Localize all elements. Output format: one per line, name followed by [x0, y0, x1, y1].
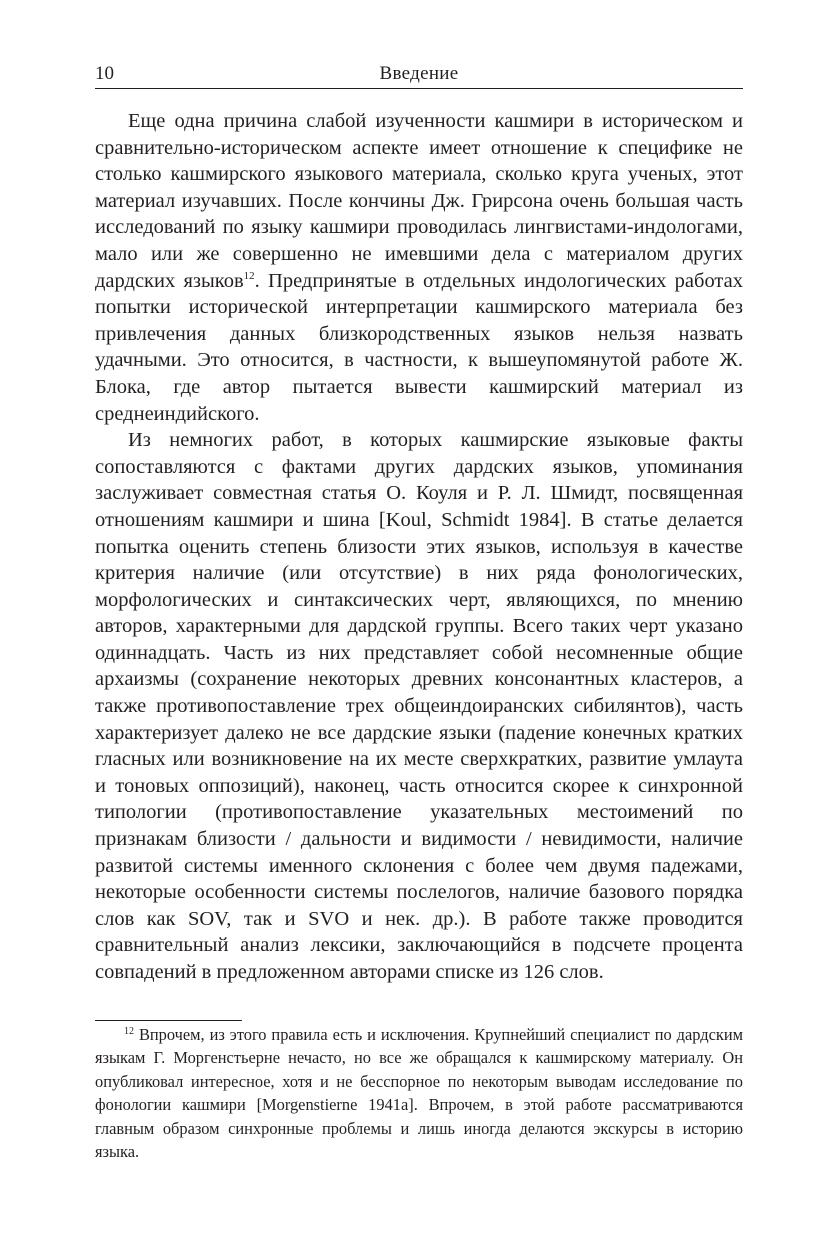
- running-header: [95, 60, 743, 89]
- paragraph-2: Из немногих работ, в которых кашмирские языковые факты сопоставляются с фактами других дардских языков, упоминания заслуживает совместная статья О. Коуля и Р. Л. Шмидт, посвященная отношениям кашмири и шина [Koul, Schmidt 1984]. В статье делается попытка оценить степень близости этих языков, используя в качестве критерия наличие (или отсутствие) в них ряда фонологических, морфологических и синтаксических черт, являющихся, по мнению авторов, характерными для дардской группы. Всего таких черт указано одиннадцать. Часть из них представляет собой несомненные общие архаизмы (сохранение некоторых древних консонантных кластеров, а также противопоставление трех общеиндоиранских сибилянтов), часть характеризует далеко не все дардские языки (падение конечных кратких гласных или возникновение на их месте сверхкратких, развитие умлаута и тоновых оппозиций), наконец, часть относится скорее к синхронной типологии (противопоставление указательных местоимений по признакам близости / дальности и видимости / невидимости, наличие развитой системы именного склонения с более чем двумя падежами, некоторые особенности системы послелогов, наличие базового порядка слов как SOV, так и SVO и нек. др.). В работе также проводится сравнительный анализ лексики, заключающийся в подсчете процента совпадений в предложенном авторами списке из 126 слов.: [95, 429, 743, 983]
- footnote-marker: 12: [124, 1026, 134, 1037]
- footnote-divider: [95, 1020, 242, 1021]
- footnote-reference[interactable]: 12: [243, 269, 255, 282]
- paragraph-1-text-start: Еще одна причина слабой изученности кашмири в историческом и сравнительно-историческом аспекте имеет отношение к специфике не столько кашмирского языкового материала, сколько круга ученых, этот материал изучавших. После кончины Дж. Грирсона очень большая часть исследований по языку кашмири проводилась лингвистами-индологами, мало или же совершенно не имевшими дела с материалом других дардских языков: [95, 110, 743, 292]
- paragraph-1-text-end: . Предпринятые в отдельных индологических работах попытки исторической интерпретации кашмирского материала без привлечения данных близкородственных языков нельзя назвать удачными. Это относится, в частности, к вышеупомянутой работе Ж. Блока, где автор пытается вывести кашмирский материал из среднеиндийского.: [95, 269, 743, 425]
- main-text: [95, 108, 743, 986]
- running-title: Введение: [379, 63, 459, 84]
- footnote-text: Впрочем, из этого правила есть и исключения. Крупнейший специалист по дардским языкам Г. Моргенстьерне нечасто, но все же обращался к кашмирскому материалу. Он опубликовал интересное, хотя и не бесспорное по некоторым выводам исследование по фонологии кашмири [Morgenstierne 1941a]. Впрочем, в этой работе рассматриваются главным образом синхронные проблемы и лишь иногда делаются экскурсы в историю языка.: [95, 1025, 743, 1162]
- paragraph-1: [95, 108, 743, 427]
- footnote-12: [95, 1023, 743, 1163]
- page-number: 10: [95, 63, 114, 84]
